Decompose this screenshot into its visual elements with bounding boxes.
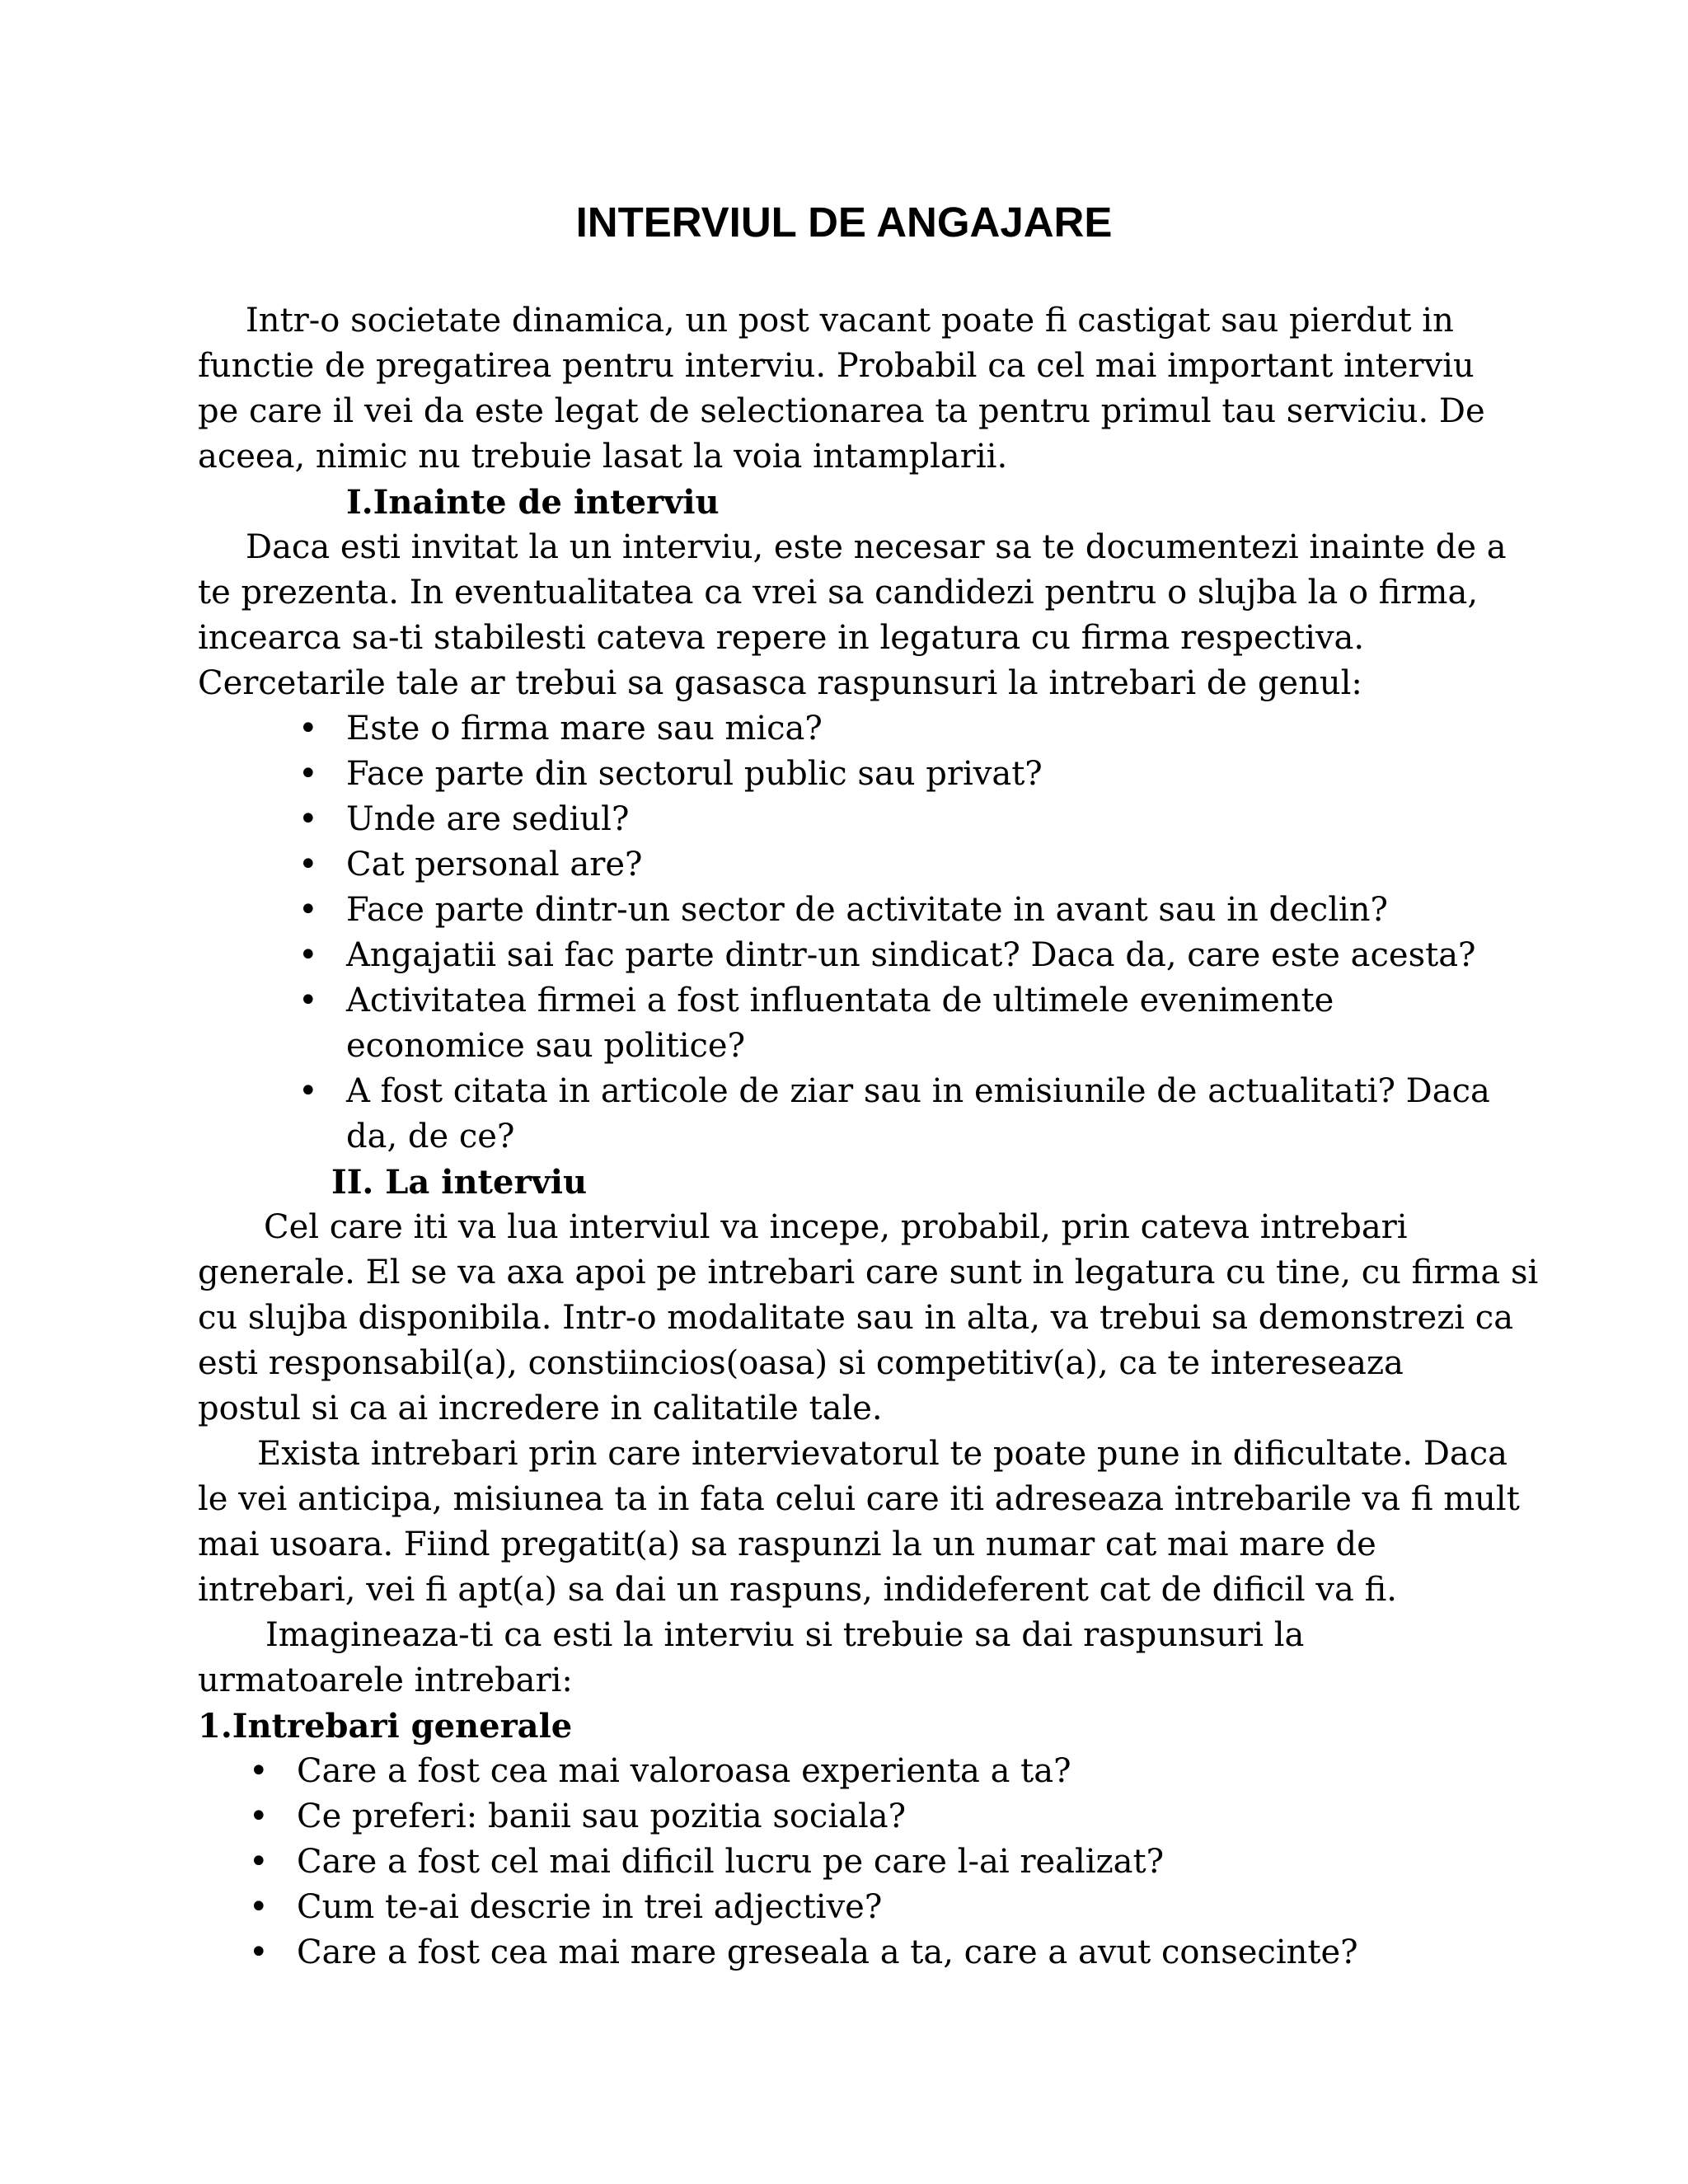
- subsection-heading-general-questions: 1.Intrebari generale: [198, 1707, 573, 1746]
- section2-paragraph-line: urmatoarele intrebari:: [198, 1661, 573, 1699]
- list-item-text: Activitatea firmei a fost influentata de ultimele evenimente: [346, 982, 1334, 1019]
- document-title: INTERVIUL DE ANGAJARE: [575, 199, 1113, 246]
- section2-paragraph-line: esti responsabil(a), constiincios(oasa) si competitiv(a), ca te intereseaza: [198, 1344, 1404, 1382]
- intro-line: pe care il vei da este legat de selectionarea ta pentru primul tau serviciu. De: [198, 392, 1485, 430]
- bullet-icon: •: [249, 1843, 269, 1881]
- bullet-icon: •: [298, 982, 318, 1019]
- list-item-text: Este o firma mare sau mica?: [346, 710, 823, 748]
- bullet-icon: •: [298, 710, 318, 748]
- section1-paragraph-line: te prezenta. In eventualitatea ca vrei sa candidezi pentru o slujba la o firma,: [198, 574, 1479, 612]
- list-item-text: Care a fost cea mai mare greseala a ta, care a avut consecinte?: [297, 1933, 1358, 1971]
- list-item-text: Face parte dintr-un sector de activitate in avant sau in declin?: [346, 891, 1389, 929]
- bullet-icon: •: [249, 1797, 269, 1835]
- list-item-text: Unde are sediul?: [346, 800, 630, 838]
- bullet-icon: •: [298, 800, 318, 838]
- section2-paragraph-line: le vei anticipa, misiunea ta in fata celui care iti adreseaza intrebarile va fi mult: [198, 1480, 1520, 1518]
- list-item-text: Care a fost cea mai valoroasa experienta a ta?: [297, 1752, 1071, 1790]
- section2-paragraph-line: Imagineaza-ti ca esti la interviu si trebuie sa dai raspunsuri la: [265, 1616, 1305, 1654]
- list-item-text: Care a fost cel mai dificil lucru pe care l-ai realizat?: [297, 1843, 1165, 1881]
- list-item-text-continued: da, de ce?: [346, 1118, 515, 1155]
- intro-line: Intr-o societate dinamica, un post vacant poate fi castigat sau pierdut in: [246, 302, 1454, 340]
- section2-paragraph-line: postul si ca ai incredere in calitatile tale.: [198, 1390, 883, 1427]
- section2-paragraph-line: mai usoara. Fiind pregatit(a) sa raspunzi la un numar cat mai mare de: [198, 1526, 1376, 1563]
- section2-paragraph-line: Cel care iti va lua interviul va incepe, probabil, prin cateva intrebari: [264, 1208, 1408, 1246]
- list-item-text: Face parte din sectorul public sau privat?: [346, 755, 1043, 793]
- bullet-icon: •: [298, 891, 318, 929]
- section-heading-at-interview: II. La interviu: [331, 1163, 588, 1202]
- section1-paragraph-line: incearca sa-ti stabilesti cateva repere in legatura cu firma respectiva.: [198, 619, 1365, 657]
- section2-paragraph-line: generale. El se va axa apoi pe intrebari care sunt in legatura cu tine, cu firma si: [198, 1254, 1539, 1291]
- section2-paragraph-line: intrebari, vei fi apt(a) sa dai un raspuns, indideferent cat de dificil va fi.: [198, 1571, 1397, 1609]
- intro-line: functie de pregatirea pentru interviu. Probabil ca cel mai important interviu: [198, 347, 1475, 385]
- bullet-icon: •: [298, 1072, 318, 1110]
- section1-paragraph-line: Daca esti invitat la un interviu, este necesar sa te documentezi inainte de a: [246, 528, 1507, 566]
- bullet-icon: •: [298, 755, 318, 793]
- section2-paragraph-line: Exista intrebari prin care intervievatorul te poate pune in dificultate. Daca: [257, 1435, 1507, 1473]
- section1-paragraph-line: Cercetarile tale ar trebui sa gasasca raspunsuri la intrebari de genul:: [198, 664, 1362, 702]
- bullet-icon: •: [249, 1888, 269, 1926]
- section-heading-before-interview: I.Inainte de interviu: [346, 483, 720, 522]
- bullet-icon: •: [249, 1933, 269, 1971]
- section2-paragraph-line: cu slujba disponibila. Intr-o modalitate sau in alta, va trebui sa demonstrezi ca: [198, 1299, 1514, 1337]
- intro-line: aceea, nimic nu trebuie lasat la voia intamplarii.: [198, 438, 1008, 476]
- bullet-icon: •: [249, 1752, 269, 1790]
- list-item-text: Cum te-ai descrie in trei adjective?: [297, 1888, 883, 1926]
- bullet-icon: •: [298, 936, 318, 974]
- list-item-text: Ce preferi: banii sau pozitia sociala?: [297, 1797, 907, 1835]
- list-item-text: Cat personal are?: [346, 846, 643, 883]
- list-item-text: Angajatii sai fac parte dintr-un sindicat? Daca da, care este acesta?: [346, 936, 1476, 974]
- bullet-icon: •: [298, 846, 318, 883]
- list-item-text: A fost citata in articole de ziar sau in emisiunile de actualitati? Daca: [346, 1072, 1490, 1110]
- list-item-text-continued: economice sau politice?: [346, 1027, 746, 1065]
